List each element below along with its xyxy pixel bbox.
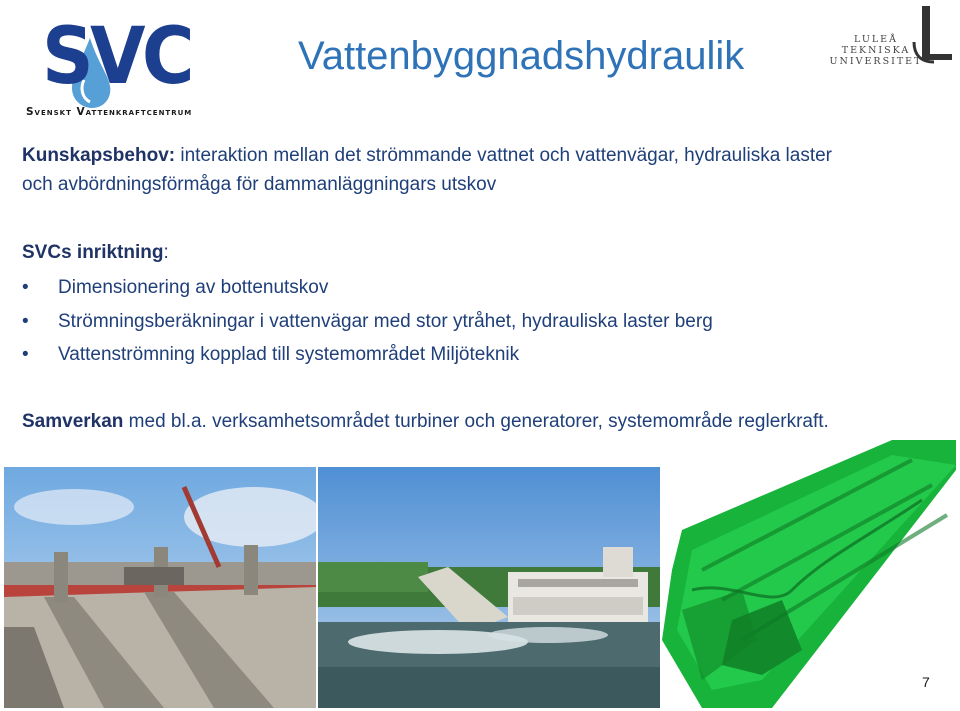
ltu-logo-line: UNIVERSITET [829, 56, 923, 67]
dam-spillway-photo [4, 467, 316, 708]
knowledge-line-1 [22, 145, 832, 167]
ltu-logo-line: LULEÅ [854, 34, 898, 45]
slide-title: Vattenbyggnadshydraulik [298, 34, 745, 78]
page-number: 7 [922, 674, 930, 690]
collaboration-line [22, 411, 829, 433]
bullet-dot-icon: • [22, 277, 29, 298]
knowledge-text: interaktion mellan det strömmande vattnet och vattenvägar, hydrauliska laster [175, 145, 832, 166]
orientation-label: SVCs inriktning [22, 242, 164, 263]
bullet-text: Dimensionering av bottenutskov [58, 277, 329, 298]
green-3d-tunnel-model [662, 440, 956, 708]
ltu-logo-line: TEKNISKA [841, 45, 911, 56]
bullet-item [22, 344, 519, 366]
bullet-text: Vattenströmning kopplad till systemområdet Miljöteknik [58, 344, 520, 365]
bullet-dot-icon: • [22, 344, 29, 365]
collab-text: med bl.a. verksamhetsområdet turbiner och generatorer, systemområde reglerkraft. [123, 411, 829, 432]
hydropower-plant-photo [318, 467, 660, 708]
svc-logo [20, 8, 220, 123]
ltu-logo [826, 2, 956, 74]
knowledge-label: Kunskapsbehov: [22, 145, 176, 166]
bullet-dot-icon: • [22, 311, 29, 332]
svc-logo-subtitle: Svenskt Vattenkraftcentrum [26, 106, 193, 118]
bullet-item [22, 277, 328, 299]
bullet-item [22, 311, 713, 333]
knowledge-line-2: och avbördningsförmåga för dammanläggningars utskov [22, 174, 497, 195]
orientation-colon: : [163, 242, 169, 263]
svc-logo-letters: SVC [42, 12, 191, 102]
collab-label: Samverkan [22, 411, 124, 432]
orientation-heading [22, 242, 169, 264]
bullet-text: Strömningsberäkningar i vattenvägar med stor ytråhet, hydrauliska laster berg [58, 311, 713, 332]
ltu-logo-text [826, 34, 926, 67]
